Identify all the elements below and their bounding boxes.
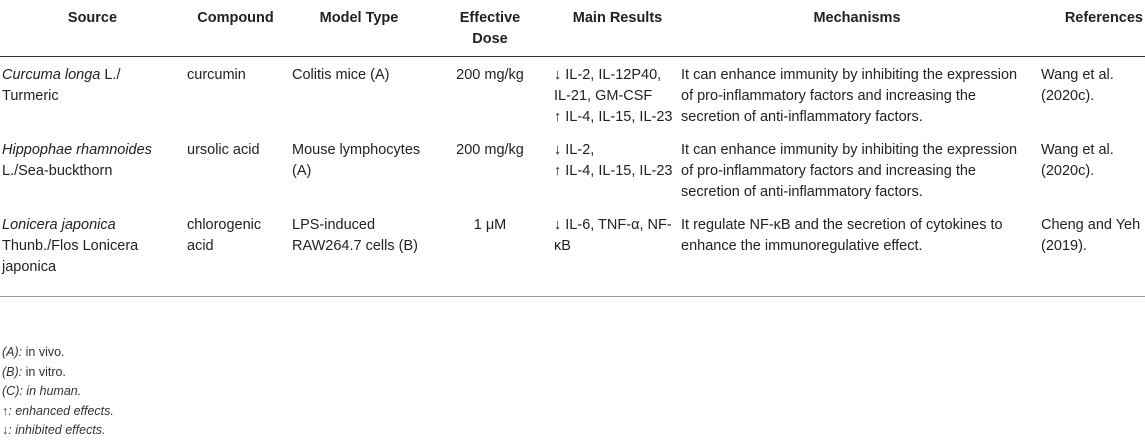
- header-row: [0, 0, 1145, 57]
- header-main-results: Main Results: [550, 0, 677, 57]
- source-common: Thunb./Flos Lonicera japonica: [2, 238, 139, 275]
- cell-mechanisms: It can enhance immunity by inhibiting the expression of pro-inflammatory factors and increasing the secretion of anti-inflammatory factors.: [681, 67, 1018, 125]
- source-species: Hippophae rhamnoides: [2, 142, 152, 158]
- cell-main-results: [550, 57, 677, 133]
- cell-compound: ursolic acid: [187, 142, 260, 158]
- cell-source: [0, 132, 183, 207]
- header-references: References: [1037, 0, 1145, 57]
- cell-main-results: [550, 207, 677, 297]
- cell-source: [0, 207, 183, 297]
- footnote-text: in vivo.: [22, 345, 65, 359]
- cell-model-type: LPS-induced RAW264.7 cells (B): [288, 207, 430, 297]
- footnote: [2, 363, 114, 383]
- cell-effective-dose: 200 mg/kg: [456, 67, 524, 83]
- results-increased: ↑ IL-4, IL-15, IL-23: [554, 109, 673, 125]
- table-row: [0, 132, 1145, 207]
- cell-compound: chlorogenic acid: [183, 207, 288, 297]
- cell-main-results: [550, 132, 677, 207]
- header-source: Source: [0, 0, 183, 57]
- header-compound: Compound: [183, 0, 288, 57]
- footnote: [2, 402, 114, 422]
- header-mechanisms: Mechanisms: [677, 0, 1037, 57]
- cell-model-type: Colitis mice (A): [292, 67, 390, 83]
- header-model-type: Model Type: [288, 0, 430, 57]
- header-effective-dose: Effective Dose: [430, 0, 550, 57]
- results-decreased: ↓ IL-6, TNF-α, NF-κB: [554, 217, 672, 254]
- cell-model-type: Mouse lymphocytes (A): [292, 142, 421, 179]
- footnote-label: (A):: [2, 345, 23, 359]
- source-common: L./ Turmeric: [2, 67, 121, 104]
- footnote-text: in vitro.: [22, 364, 66, 379]
- results-decreased: ↓ IL-2,: [554, 142, 595, 158]
- footnote: [2, 421, 114, 441]
- cell-compound: curcumin: [187, 67, 246, 83]
- table-row: [0, 57, 1145, 133]
- source-species: Lonicera japonica: [2, 217, 116, 233]
- cell-source: [0, 57, 183, 133]
- table-footnotes: [2, 343, 114, 441]
- table-row: [0, 207, 1145, 297]
- footnote: [2, 382, 114, 402]
- results-increased: ↑ IL-4, IL-15, IL-23: [554, 163, 673, 179]
- footnote-label: ↑: enhanced effects.: [2, 403, 114, 418]
- cell-effective-dose: 200 mg/kg: [456, 142, 524, 158]
- cell-references: Wang et al. (2020c).: [1041, 142, 1114, 179]
- footnote: [2, 343, 114, 363]
- footnote-label: (C): in human.: [2, 384, 82, 398]
- source-species: Curcuma longa: [2, 67, 101, 83]
- footnote-label: (B):: [2, 364, 23, 379]
- cell-effective-dose: 1 μM: [430, 207, 550, 297]
- source-common: L./Sea-buckthorn: [2, 163, 113, 179]
- cell-references: Wang et al. (2020c).: [1041, 67, 1114, 104]
- cell-references: Cheng and Yeh (2019).: [1037, 207, 1145, 297]
- results-decreased: ↓ IL-2, IL-12P40, IL-21, GM-CSF: [554, 67, 662, 104]
- footnote-label: ↓: inhibited effects.: [2, 423, 106, 437]
- cell-mechanisms: It regulate NF-κB and the secretion of cytokines to enhance the immunoregulative effect.: [677, 207, 1037, 297]
- cell-mechanisms: It can enhance immunity by inhibiting the expression of pro-inflammatory factors and increasing the secretion of anti-inflammatory factors.: [681, 142, 1018, 200]
